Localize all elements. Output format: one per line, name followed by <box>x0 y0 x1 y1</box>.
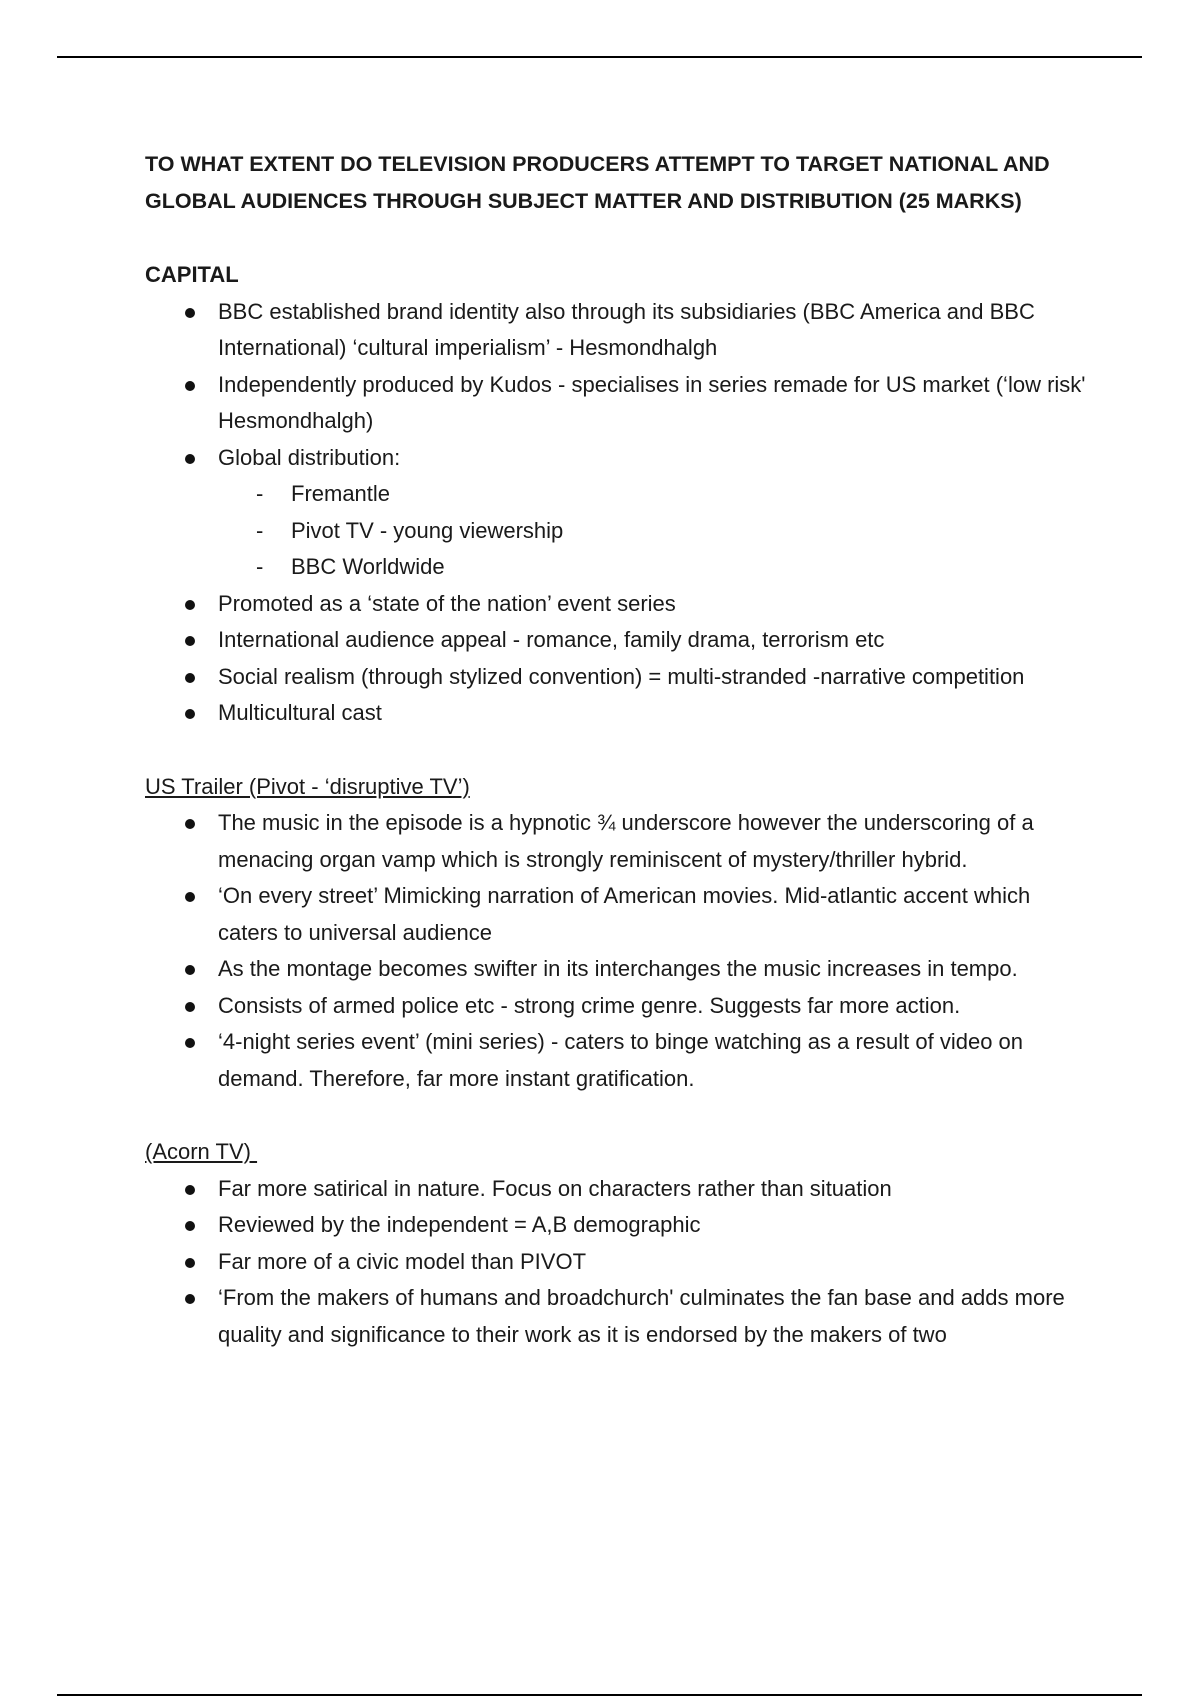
list-item-text: Reviewed by the independent = A,B demographic <box>218 1212 701 1237</box>
acorn-tv-heading: (Acorn TV) <box>145 1139 258 1164</box>
list-item <box>145 1244 1095 1281</box>
spacer <box>145 732 1095 769</box>
list-item <box>145 951 1095 988</box>
bullet-icon <box>185 892 195 902</box>
list-item-text: Far more of a civic model than PIVOT <box>218 1248 587 1274</box>
capital-heading: CAPITAL <box>145 262 239 287</box>
sublist-item <box>145 549 1095 586</box>
list-item <box>145 1171 1095 1208</box>
bullet-icon <box>185 636 195 646</box>
list-item-text: International audience appeal - romance, family drama, terrorism etc <box>218 627 885 652</box>
list-item-text: ‘On every street’ Mimicking narration of American movies. Mid-atlantic accent which caters to universal audience <box>218 883 1031 945</box>
capital-list <box>145 294 1095 732</box>
sublist-item-text: Pivot TV - young viewership <box>291 517 564 543</box>
dash-marker: - <box>256 481 264 506</box>
bullet-icon <box>185 308 195 318</box>
essay-title <box>145 146 1095 220</box>
list-item-text: Independently produced by Kudos - specialises in series remade for US market (‘low risk' Hesmondhalgh) <box>218 371 1086 433</box>
sublist-item-text: BBC Worldwide <box>291 554 445 579</box>
bullet-icon <box>185 1002 195 1012</box>
bullet-icon <box>185 673 195 683</box>
essay-title-line-2: GLOBAL AUDIENCES THROUGH SUBJECT MATTER AND DISTRIBUTION (25 MARKS) <box>145 189 1022 213</box>
dash-marker: - <box>256 517 264 543</box>
list-item-text: BBC established brand identity also through its subsidiaries (BBC America and BBC International) ‘cultural imperialism’ - Hesmondhalgh <box>218 298 1035 360</box>
sublist-item <box>145 513 1095 550</box>
bullet-icon <box>185 819 195 829</box>
list-item <box>145 1280 1095 1353</box>
essay-title-line-1: TO WHAT EXTENT DO TELEVISION PRODUCERS ATTEMPT TO TARGET NATIONAL AND <box>145 152 1050 176</box>
dash-marker: - <box>256 554 264 579</box>
bullet-icon <box>185 1038 195 1048</box>
bullet-icon <box>185 709 195 719</box>
list-item-text: Multicultural cast <box>218 700 382 725</box>
list-item <box>145 878 1095 951</box>
bullet-icon <box>185 1221 195 1231</box>
sublist-item <box>145 476 1095 513</box>
sublist-item-text: Fremantle <box>291 481 391 506</box>
spacer <box>145 220 1095 257</box>
list-item <box>145 440 1095 586</box>
us-trailer-heading: US Trailer (Pivot - ‘disruptive TV’) <box>145 773 470 799</box>
list-item-text: ‘From the makers of humans and broadchurch' culminates the fan base and adds more quality and significance to their work as it is endorsed by the makers of two <box>218 1285 1065 1347</box>
list-item <box>145 988 1095 1025</box>
list-item <box>145 294 1095 367</box>
bullet-icon <box>185 1185 195 1195</box>
list-item-text: Promoted as a ‘state of the nation’ event series <box>218 590 676 616</box>
list-item <box>145 1024 1095 1097</box>
list-item-text: Consists of armed police etc - strong crime genre. Suggests far more action. <box>218 992 961 1018</box>
acorn-tv-list <box>145 1171 1095 1354</box>
list-item <box>145 586 1095 623</box>
list-item <box>145 659 1095 696</box>
bullet-icon <box>185 1294 195 1304</box>
list-item-text: Social realism (through stylized convention) = multi-stranded -narrative competition <box>218 663 1025 689</box>
list-item-text: The music in the episode is a hypnotic ¾ underscore however the underscoring of a menacing organ vamp which is strongly reminiscent of mystery/thriller hybrid. <box>218 810 1034 872</box>
list-item-text: ‘4-night series event’ (mini series) - caters to binge watching as a result of video on demand. Therefore, far more instant gratification. <box>218 1029 1024 1091</box>
bullet-icon <box>185 454 195 464</box>
distribution-sublist <box>145 476 1095 586</box>
top-page-rule <box>57 56 1142 58</box>
bullet-icon <box>185 600 195 610</box>
bullet-icon <box>185 381 195 391</box>
list-item-text: Far more satirical in nature. Focus on characters rather than situation <box>218 1175 892 1201</box>
bullet-icon <box>185 1258 195 1268</box>
list-item-text: Global distribution: <box>218 444 401 470</box>
list-item <box>145 805 1095 878</box>
list-item <box>145 622 1095 659</box>
bottom-page-rule <box>57 1694 1142 1696</box>
document-body <box>145 146 1095 1353</box>
spacer <box>145 1097 1095 1134</box>
list-item <box>145 695 1095 732</box>
bullet-icon <box>185 965 195 975</box>
us-trailer-list <box>145 805 1095 1097</box>
list-item-text: As the montage becomes swifter in its interchanges the music increases in tempo. <box>218 956 1018 981</box>
list-item <box>145 1207 1095 1244</box>
list-item <box>145 367 1095 440</box>
